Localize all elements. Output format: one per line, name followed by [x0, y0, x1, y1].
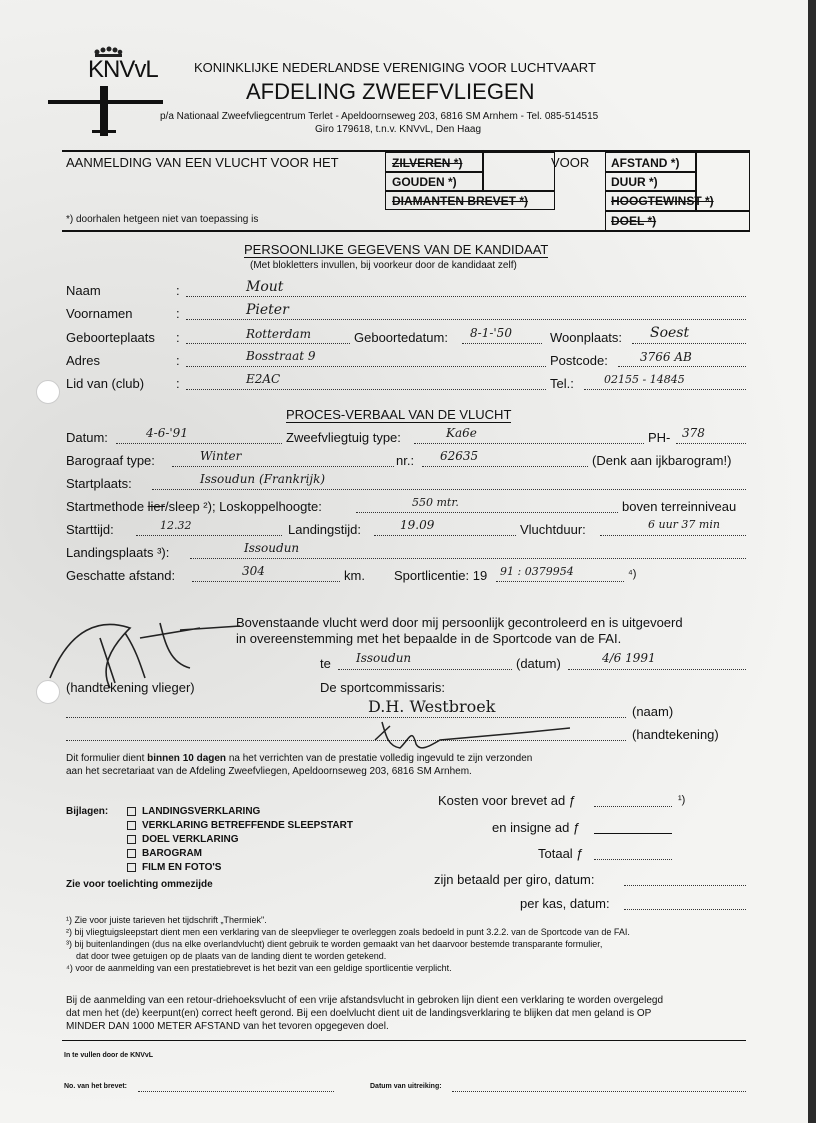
giro-line [624, 885, 746, 886]
lid-label: Lid van (club) [66, 376, 145, 391]
divider [62, 230, 750, 232]
tel-line [584, 389, 746, 390]
landingstijd-label: Landingstijd: [288, 522, 361, 537]
giro-label: zijn betaald per giro, datum: [434, 872, 595, 887]
datum-label: Datum: [66, 430, 108, 445]
woonplaats-label: Woonplaats: [550, 330, 623, 345]
afstand-value[interactable]: 304 [242, 564, 265, 578]
licentie-footnote: ⁴) [628, 568, 637, 580]
afstand-label: Geschatte afstand: [66, 568, 176, 583]
org-logo: KNVvL [88, 56, 158, 83]
divider [482, 152, 484, 191]
lid-value[interactable]: E2AC [246, 372, 281, 386]
checkbox-icon[interactable] [127, 863, 136, 872]
org-name: KONINKLIJKE NEDERLANDSE VERENIGING VOOR LUCHTVAART [194, 60, 596, 75]
postcode-line [618, 366, 746, 367]
punch-hole [36, 380, 60, 404]
kosten-label: Kosten voor brevet ad ƒ [438, 793, 577, 808]
brevet-number-label: No. van het brevet: [64, 1083, 128, 1090]
geboorteplaats-value[interactable]: Rotterdam [246, 327, 311, 341]
woonplaats-value[interactable]: Soest [650, 325, 690, 341]
closing-text-1: Bij de aanmelding van een retour-driehoeksvlucht of een vrije afstandsvlucht in gebroken lijn dient een verklaring te worden overgelegd [66, 995, 664, 1006]
footnote: ²) bij vliegtuigsleepstart dient men een verklaring van de sleepvlieger te overleggen zoals bedoeld in punt 3.2.2. van de Sportcode van de FAI. [66, 927, 630, 937]
starttijd-value[interactable]: 12.32 [160, 519, 192, 532]
checkbox-icon[interactable] [127, 849, 136, 858]
landingsplaats-line [190, 558, 746, 559]
postcode-value[interactable]: 3766 AB [640, 350, 692, 364]
geboortedatum-line [462, 343, 542, 344]
strike-note: *) doorhalen hetgeen niet van toepassing is [66, 214, 259, 225]
divider [62, 1040, 746, 1041]
licentie-label: Sportlicentie: 19 [394, 568, 488, 583]
loskoppel-line [356, 512, 618, 513]
glider-icon [48, 86, 163, 143]
nr-line [422, 466, 588, 467]
kas-line [624, 909, 746, 910]
voornamen-line [186, 319, 746, 320]
landingsplaats-value[interactable]: Issoudun [244, 541, 300, 555]
te-value[interactable]: Issoudun [356, 651, 412, 665]
adres-value[interactable]: Bosstraat 9 [246, 349, 316, 363]
divider [385, 171, 483, 173]
declaration-text-1: Bovenstaande vlucht werd door mij persoonlijk gecontroleerd en is uitgevoerd [236, 615, 683, 630]
divider [605, 190, 696, 192]
tel-label: Tel.: [550, 376, 574, 391]
kas-label: per kas, datum: [520, 896, 610, 911]
naam-line [186, 296, 746, 297]
colon: : [176, 283, 180, 298]
licentie-line [496, 581, 624, 582]
vluchtduur-label: Vluchtduur: [520, 522, 586, 537]
naam-value[interactable]: Mout [246, 279, 284, 295]
nr-label: nr.: [396, 453, 415, 468]
option-diamond: DIAMANTEN BREVET *) [392, 194, 529, 208]
org-giro: Giro 179618, t.n.v. KNVvL, Den Haag [315, 124, 482, 135]
datum-decl-value[interactable]: 4/6 1991 [602, 651, 656, 665]
org-address: p/a Nationaal Zweefvliegcentrum Terlet - Apeldoornseweg 203, 6816 SM Arnhem - Tel. 085-514515 [160, 111, 599, 122]
divider [605, 210, 750, 212]
datum-value[interactable]: 4-6-'91 [146, 426, 188, 440]
barograaf-line [172, 466, 394, 467]
divider [605, 171, 696, 173]
landingstijd-line [374, 535, 516, 536]
barograaf-value[interactable]: Winter [200, 449, 242, 463]
checkbox-icon[interactable] [127, 807, 136, 816]
colon: : [176, 330, 180, 345]
attachment-item: VERKLARING BETREFFENDE SLEEPSTART [127, 820, 353, 831]
commissaris-label: De sportcommissaris: [320, 680, 445, 695]
commissaris-name-value[interactable]: D.H. Westbroek [368, 697, 496, 716]
registration-title: AANMELDING VAN EEN VLUCHT VOOR HET [66, 155, 339, 170]
datum-decl-line [568, 669, 746, 670]
adres-line [186, 366, 546, 367]
personal-subheading: (Met blokletters invullen, bij voorkeur door de kandidaat zelf) [250, 260, 517, 271]
knvvl-section-label: In te vullen door de KNVvL [64, 1052, 154, 1059]
landingsplaats-label: Landingsplaats ³): [66, 545, 170, 560]
kosten-line [594, 806, 672, 807]
voornamen-label: Voornamen [66, 306, 133, 321]
declaration-text-2: in overeenstemming met het bepaalde in de Sportcode van de FAI. [236, 631, 622, 646]
voor-label: VOOR [551, 155, 590, 170]
voornamen-value[interactable]: Pieter [246, 302, 289, 318]
colon: : [176, 376, 180, 391]
deadline-text-2: aan het secretariaat van de Afdeling Zweefvliegen, Apeldoornseweg 203, 6816 SM Arnhem. [66, 766, 472, 777]
kosten-footnote: ¹) [678, 794, 686, 806]
uitreiking-label: Datum van uitreiking: [370, 1083, 442, 1090]
starttijd-label: Starttijd: [66, 522, 114, 537]
te-label: te [320, 656, 331, 671]
adres-label: Adres [66, 353, 100, 368]
vluchtduur-line [600, 535, 746, 536]
te-line [338, 669, 512, 670]
closing-text-3: MINDER DAN 1000 METER AFSTAND van het tevoren opgegeven doel. [66, 1021, 389, 1032]
divider [385, 190, 555, 192]
geboortedatum-label: Geboortedatum: [354, 330, 448, 345]
ph-line [676, 443, 746, 444]
attachments-note: Zie voor toelichting ommezijde [66, 879, 213, 890]
footnote: ¹) Zie voor juiste tarieven het tijdschrift „Thermiek". [66, 915, 267, 925]
startplaats-line [152, 489, 746, 490]
pilot-signature-label: (handtekening vlieger) [66, 680, 195, 695]
starttijd-line [136, 535, 282, 536]
closing-text-2: dat men het (de) keerpunt(en) correct heeft gerond. Bij een doelvlucht dient uit de landingsverklaring te blijken dat men geland is OP [66, 1008, 652, 1019]
km-label: km. [344, 568, 365, 583]
option-silver: ZILVEREN *) [392, 156, 463, 170]
geboortedatum-value[interactable]: 8-1-'50 [470, 326, 512, 340]
option-goal: DOEL *) [611, 214, 657, 228]
geboorteplaats-label: Geboorteplaats [66, 330, 155, 345]
attachment-item: FILM EN FOTO'S [127, 862, 221, 873]
tel-value[interactable]: 02155 - 14845 [604, 373, 685, 386]
afstand-line [192, 581, 340, 582]
woonplaats-line [632, 343, 746, 344]
checkbox-icon[interactable] [127, 835, 136, 844]
datum-decl-label: (datum) [516, 656, 561, 671]
barograaf-label: Barograaf type: [66, 453, 155, 468]
insigne-label: en insigne ad ƒ [492, 820, 581, 835]
naam-decl-label: (naam) [632, 704, 674, 719]
ph-label: PH- [648, 430, 671, 445]
bijlagen-label: Bijlagen: [66, 806, 109, 817]
type-label: Zweefvliegtuig type: [286, 430, 401, 445]
deadline-text-1: Dit formulier dient binnen 10 dagen na het verrichten van de prestatie volledig ingevuld te zijn verzonden [66, 753, 533, 764]
vluchtduur-value[interactable]: 6 uur 37 min [648, 518, 720, 531]
colon: : [176, 353, 180, 368]
dept-name: AFDELING ZWEEFVLIEGEN [246, 79, 535, 104]
colon: : [176, 306, 180, 321]
checkbox-icon[interactable] [127, 821, 136, 830]
footnote: ⁴) voor de aanmelding van een prestatiebrevet is het bezit van een geldige sportlicentie verplicht. [66, 963, 452, 973]
startplaats-label: Startplaats: [66, 476, 132, 491]
startmethode-label: Startmethode lier/sleep ²); Loskoppelhoogte: [66, 499, 322, 514]
option-gold: GOUDEN *) [392, 175, 457, 189]
landingstijd-value[interactable]: 19.09 [400, 518, 435, 532]
postcode-label: Postcode: [550, 353, 608, 368]
totaal-label: Totaal ƒ [538, 846, 584, 861]
personal-heading: PERSOONLIJKE GEGEVENS VAN DE KANDIDAAT [244, 242, 549, 257]
option-distance: AFSTAND *) [611, 156, 680, 170]
scan-edge [808, 0, 816, 1123]
brevet-number-line [138, 1091, 334, 1092]
option-height-gain: HOOGTEWINST *) [611, 194, 714, 208]
boven-label: boven terreinniveau [622, 499, 737, 514]
attachment-item: LANDINGSVERKLARING [127, 806, 260, 817]
attachment-item: BAROGRAM [127, 848, 202, 859]
startplaats-value[interactable]: Issoudun (Frankrijk) [200, 472, 326, 486]
datum-line [116, 443, 282, 444]
licentie-value[interactable]: 91 : 0379954 [500, 565, 574, 578]
lid-line [186, 389, 546, 390]
loskoppel-value[interactable]: 550 mtr. [412, 496, 459, 509]
type-value[interactable]: Ka6e [446, 426, 477, 440]
type-line [414, 443, 644, 444]
footnote: dat door twee getuigen op de plaats van de landing dient te worden getekend. [76, 951, 387, 961]
totaal-dots [594, 859, 672, 860]
attachment-item: DOEL VERKLARING [127, 834, 239, 845]
footnote: ³) bij buitenlandingen (dus na elke overlandvlucht) dient gebruik te worden gemaakt van het daarvoor bestemde transparante formulier, [66, 939, 603, 949]
ph-value[interactable]: 378 [682, 426, 705, 440]
naam-label: Naam [66, 283, 101, 298]
uitreiking-line [452, 1091, 746, 1092]
flight-heading: PROCES-VERBAAL VAN DE VLUCHT [286, 407, 512, 422]
punch-hole [36, 680, 60, 704]
option-duration: DUUR *) [611, 175, 658, 189]
handtekening-decl-label: (handtekening) [632, 727, 719, 742]
geboorteplaats-line [186, 343, 350, 344]
ijk-note: (Denk aan ijkbarogram!) [592, 453, 732, 468]
nr-value[interactable]: 62635 [440, 449, 479, 463]
totaal-line [594, 833, 672, 834]
